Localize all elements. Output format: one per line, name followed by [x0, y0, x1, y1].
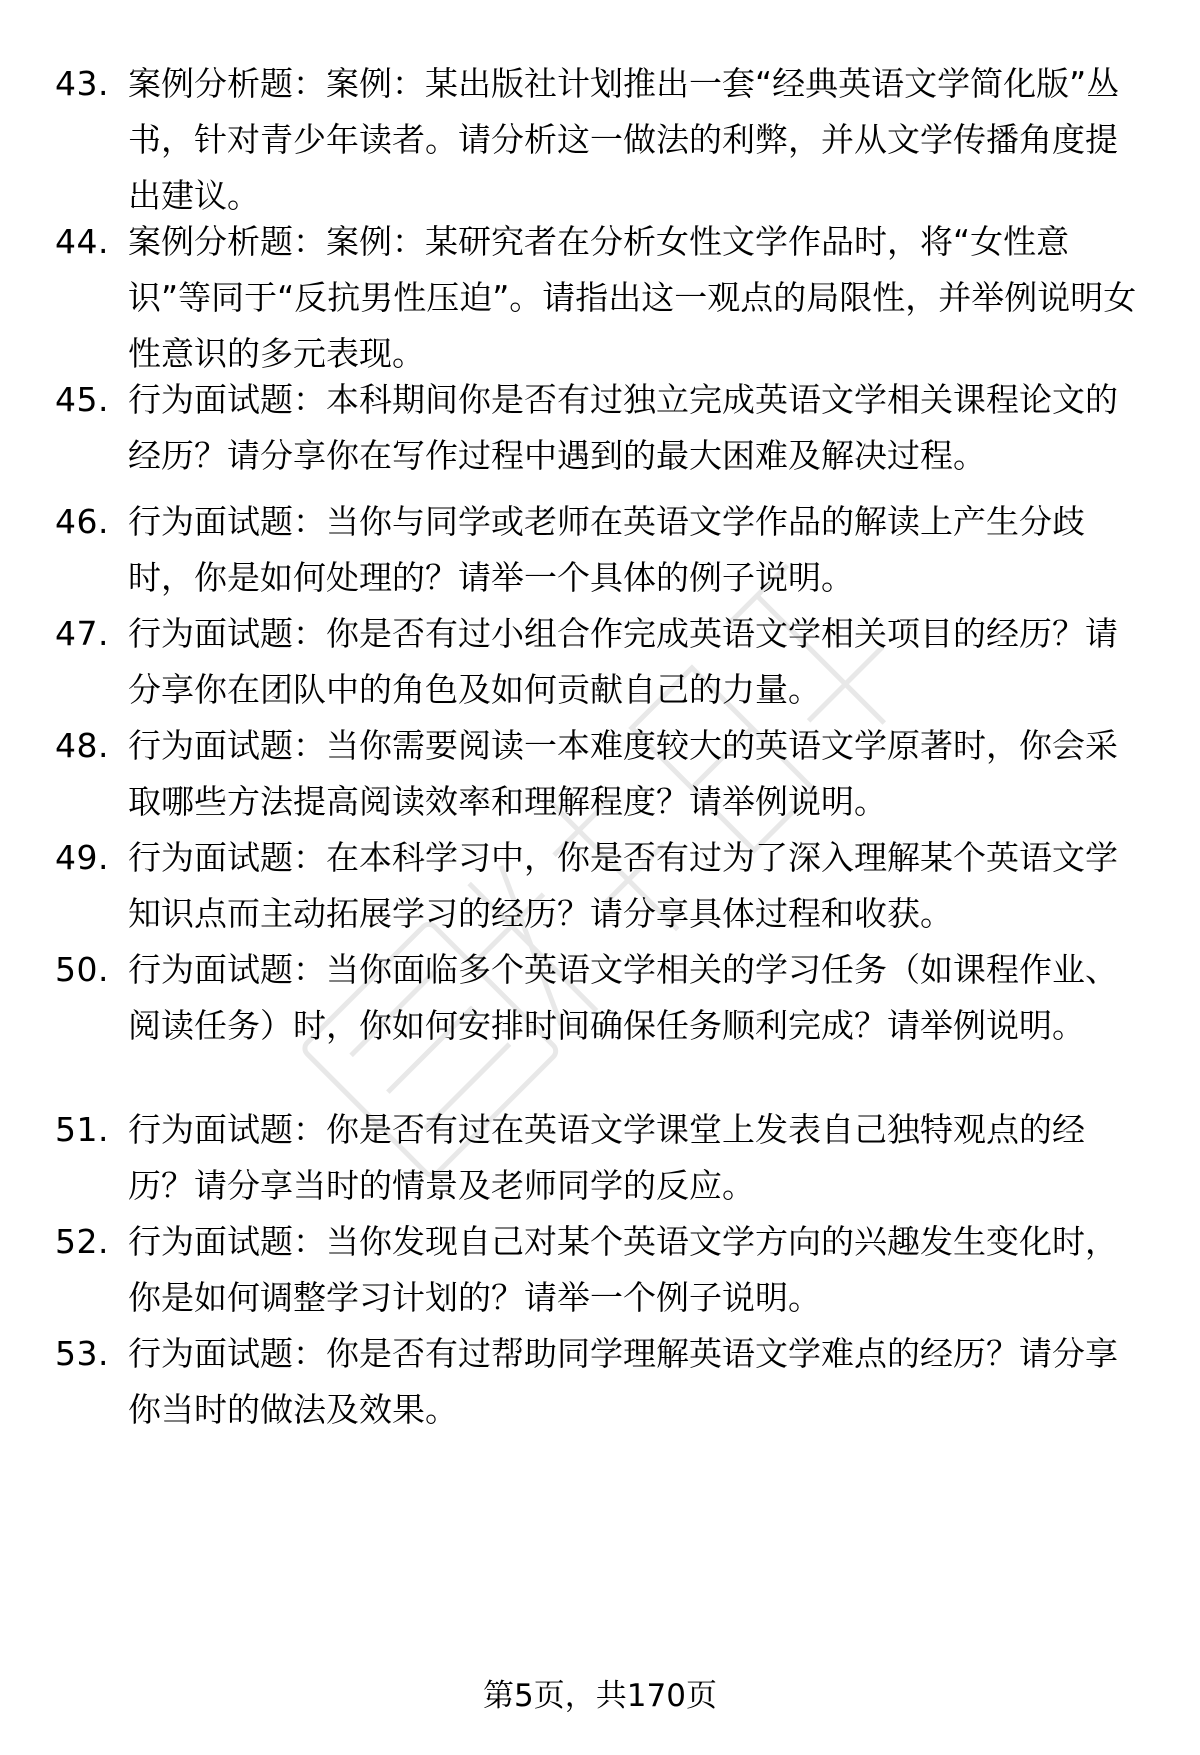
question-text: 案例分析题：案例：某研究者在分析女性文学作品时，将“女性意识”等同于“反抗男性压迫”。请指出这一观点的局限性，并举例说明女性意识的多元表现。 — [128, 222, 1137, 373]
question-number: 43. — [55, 64, 109, 103]
question-item-43 — [55, 56, 1145, 224]
question-text: 行为面试题：本科期间你是否有过独立完成英语文学相关课程论文的经历？请分享你在写作过程中遇到的最大困难及解决过程。 — [128, 380, 1118, 475]
question-item-52 — [55, 1214, 1145, 1326]
question-item-48 — [55, 718, 1145, 830]
question-text: 行为面试题：当你发现自己对某个英语文学方向的兴趣发生变化时，你是如何调整学习计划的？请举一个例子说明。 — [128, 1222, 1118, 1317]
question-item-44 — [55, 214, 1145, 382]
question-text: 行为面试题：当你面临多个英语文学相关的学习任务（如课程作业、阅读任务）时，你如何安排时间确保任务顺利完成？请举例说明。 — [128, 950, 1118, 1045]
question-item-53 — [55, 1326, 1145, 1438]
question-item-46 — [55, 494, 1145, 606]
page-footer: 第5页，共170页 — [483, 1678, 717, 1714]
question-number: 53. — [55, 1334, 109, 1373]
question-text: 行为面试题：你是否有过帮助同学理解英语文学难点的经历？请分享你当时的做法及效果。 — [128, 1334, 1118, 1429]
question-text: 行为面试题：在本科学习中，你是否有过为了深入理解某个英语文学知识点而主动拓展学习的经历？请分享具体过程和收获。 — [128, 838, 1118, 933]
question-item-49 — [55, 830, 1145, 942]
question-item-51 — [55, 1102, 1145, 1214]
question-number: 48. — [55, 726, 109, 765]
question-number: 47. — [55, 614, 109, 653]
question-number: 45. — [55, 380, 109, 419]
question-text: 行为面试题：你是否有过在英语文学课堂上发表自己独特观点的经历？请分享当时的情景及老师同学的反应。 — [128, 1110, 1085, 1205]
question-item-50 — [55, 942, 1145, 1054]
question-item-47 — [55, 606, 1145, 718]
question-item-45 — [55, 372, 1145, 484]
question-text: 行为面试题：你是否有过小组合作完成英语文学相关项目的经历？请分享你在团队中的角色及如何贡献自己的力量。 — [128, 614, 1118, 709]
question-number: 46. — [55, 502, 109, 541]
question-number: 49. — [55, 838, 109, 877]
question-number: 51. — [55, 1110, 109, 1149]
question-text: 行为面试题：当你与同学或老师在英语文学作品的解读上产生分歧时，你是如何处理的？请举一个具体的例子说明。 — [128, 502, 1085, 597]
question-number: 52. — [55, 1222, 109, 1261]
question-text: 案例分析题：案例：某出版社计划推出一套“经典英语文学简化版”丛书，针对青少年读者。请分析这一做法的利弊，并从文学传播角度提出建议。 — [128, 64, 1120, 215]
question-text: 行为面试题：当你需要阅读一本难度较大的英语文学原著时，你会采取哪些方法提高阅读效率和理解程度？请举例说明。 — [128, 726, 1118, 821]
question-number: 44. — [55, 222, 109, 261]
question-number: 50. — [55, 950, 109, 989]
